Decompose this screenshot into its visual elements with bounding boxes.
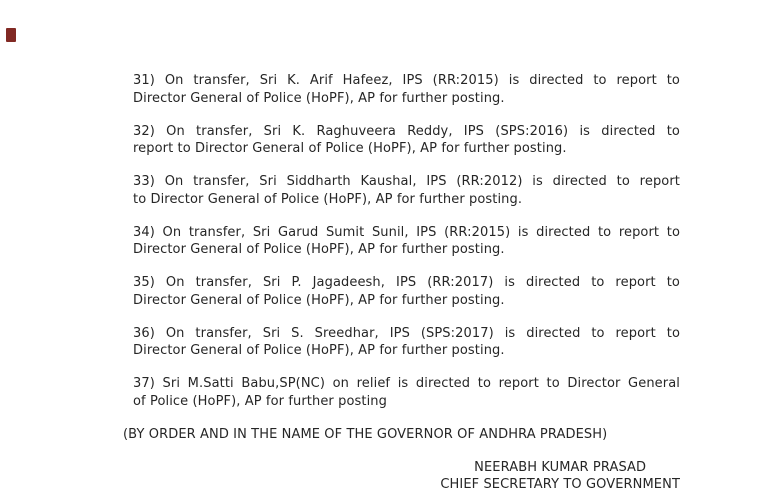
scan-artifact-mark (6, 28, 16, 42)
paragraph-line-2: of Police (HoPF), AP for further posting (133, 393, 387, 409)
order-paragraph (133, 375, 680, 410)
signature-block (133, 459, 680, 494)
document-body (123, 72, 680, 494)
paragraph-line-2: Director General of Police (HoPF), AP for further posting. (133, 343, 505, 358)
paragraph-line-1: 34) On transfer, Sri Garud Sumit Sunil, IPS (RR:2015) is directed to report to (133, 224, 680, 240)
paragraph-line-1: 36) On transfer, Sri S. Sreedhar, IPS (SPS:2017) is directed to report to (133, 325, 680, 341)
order-paragraph (133, 274, 680, 309)
paragraph-line-1: 37) Sri M.Satti Babu,SP(NC) on relief is directed to report to Director General (133, 376, 680, 391)
paragraph-line-2: Director General of Police (HoPF), AP for further posting. (133, 90, 505, 106)
paragraph-line-2: Director General of Police (HoPF), AP for further posting. (133, 242, 505, 257)
order-paragraph (133, 72, 680, 107)
paragraph-list (133, 72, 680, 410)
signatory-name: NEERABH KUMAR PRASAD (474, 459, 647, 475)
paragraph-line-1: 33) On transfer, Sri Siddharth Kaushal, IPS (RR:2012) is directed to report (133, 174, 680, 189)
signatory-title: CHIEF SECRETARY TO GOVERNMENT (440, 477, 680, 492)
paragraph-line-1: 32) On transfer, Sri K. Raghuveera Reddy, IPS (SPS:2016) is directed to (133, 123, 680, 139)
paragraph-line-2: to Director General of Police (HoPF), AP for further posting. (133, 191, 523, 207)
order-paragraph (133, 325, 680, 360)
paragraph-line-2: Director General of Police (HoPF), AP for further posting. (133, 292, 505, 308)
order-paragraph (133, 123, 680, 158)
paragraph-line-1: 35) On transfer, Sri P. Jagadeesh, IPS (RR:2017) is directed to report to (133, 275, 680, 290)
order-paragraph (133, 224, 680, 259)
paragraph-line-2: report to Director General of Police (HoPF), AP for further posting. (133, 141, 567, 156)
order-paragraph (133, 173, 680, 208)
paragraph-line-1: 31) On transfer, Sri K. Arif Hafeez, IPS (RR:2015) is directed to report to (133, 73, 680, 88)
by-order-line: (BY ORDER AND IN THE NAME OF THE GOVERNOR OF ANDHRA PRADESH) (123, 426, 608, 442)
signature-inner (440, 459, 680, 494)
